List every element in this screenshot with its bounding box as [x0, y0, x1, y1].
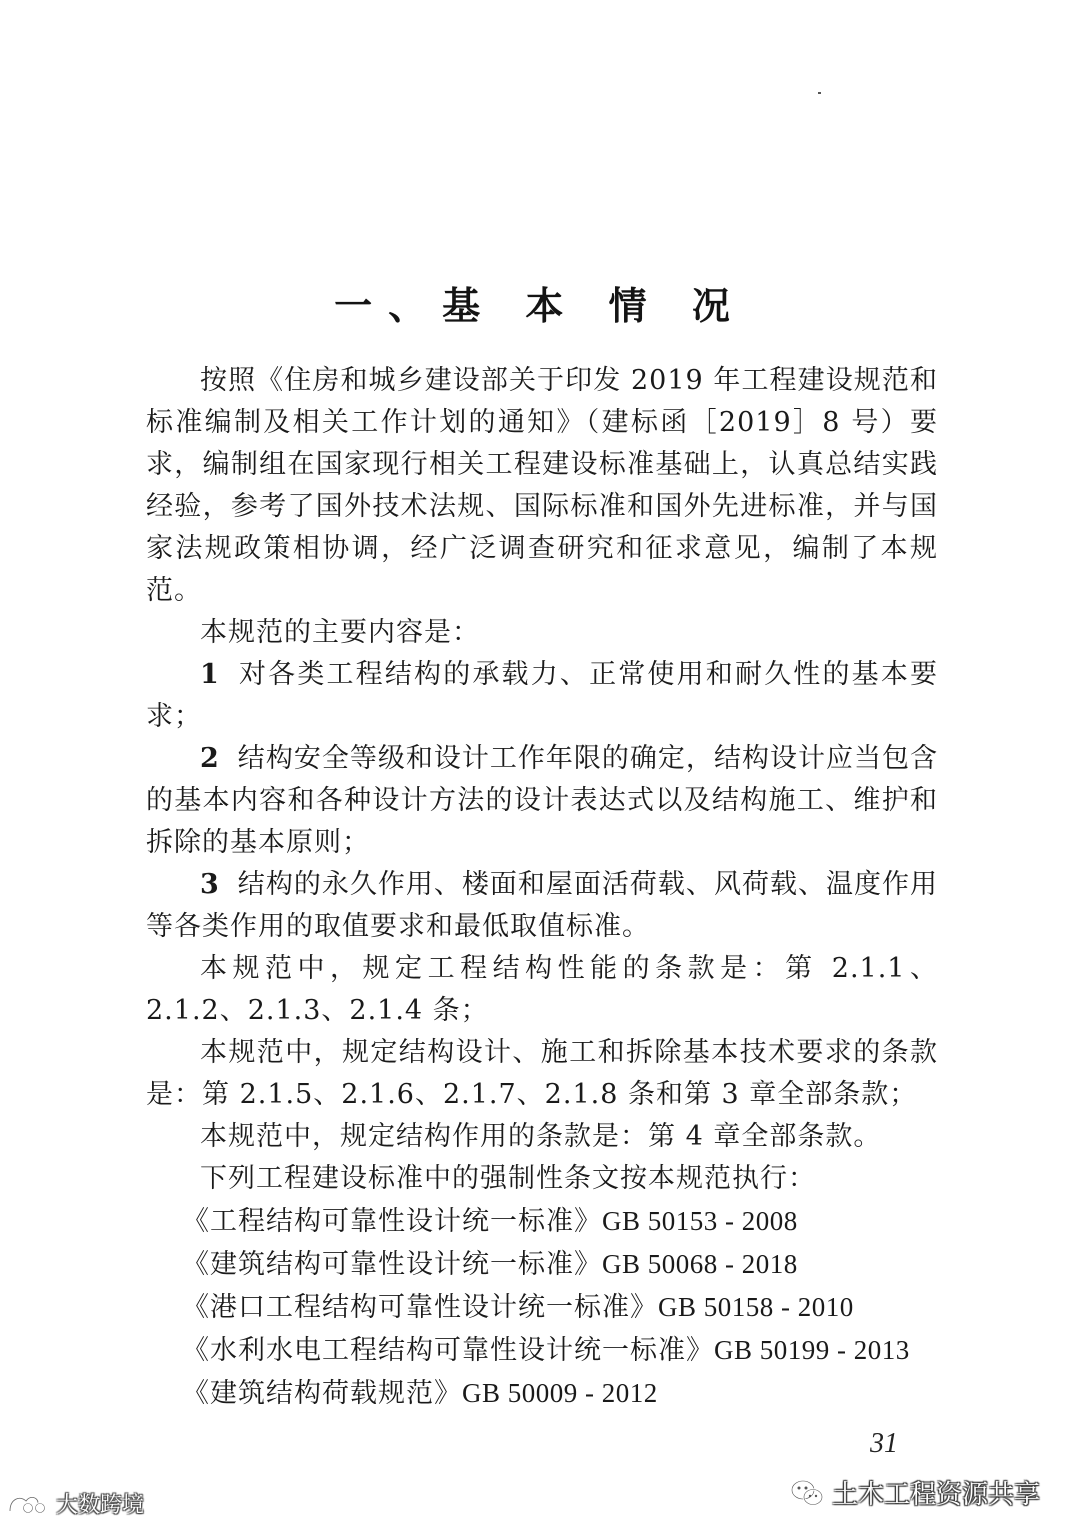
standard-title: 《港口工程结构可靠性设计统一标准》 [182, 1292, 658, 1323]
standard-item [146, 1329, 938, 1372]
standard-item [146, 1200, 938, 1243]
standard-item [146, 1243, 938, 1286]
watermark-right [790, 1474, 1040, 1511]
scan-artifact [818, 92, 821, 94]
item-number: 1 [200, 659, 220, 690]
contents-item [146, 738, 938, 864]
standard-title: 《水利水电工程结构可靠性设计统一标准》 [182, 1335, 714, 1366]
standard-code: GB 50153 - 2008 [602, 1206, 798, 1236]
standard-code: GB 50199 - 2013 [714, 1335, 910, 1365]
watermark-left-text: 大数跨境 [56, 1493, 145, 1518]
section-body [146, 360, 938, 1415]
standard-item [146, 1372, 938, 1415]
clause-actions: 本规范中，规定结构作用的条款是：第 4 章全部条款。 [200, 1121, 882, 1152]
superseded-lead: 下列工程建设标准中的强制性条文按本规范执行： [200, 1163, 816, 1194]
contents-lead: 本规范的主要内容是： [200, 617, 480, 648]
standard-title: 《建筑结构荷载规范》 [182, 1378, 462, 1409]
page-number: 31 [870, 1428, 898, 1459]
standard-code: GB 50068 - 2018 [602, 1249, 798, 1279]
standard-item [146, 1286, 938, 1329]
item-text: 结构的永久作用、楼面和屋面活荷载、风荷载、温度作用等各类作用的取值要求和最低取值标准。 [146, 869, 938, 942]
standard-title: 《建筑结构可靠性设计统一标准》 [182, 1249, 602, 1280]
item-text: 对各类工程结构的承载力、正常使用和耐久性的基本要求； [146, 659, 938, 732]
logo-icon [6, 1491, 52, 1517]
standard-title: 《工程结构可靠性设计统一标准》 [182, 1206, 602, 1237]
clause-design: 本规范中，规定结构设计、施工和拆除基本技术要求的条款是：第 2.1.5、2.1.6、2.1.7、2.1.8 条和第 3 章全部条款； [146, 1037, 938, 1110]
section-heading: 一、基 本 情 况 [334, 283, 746, 329]
standard-code: GB 50158 - 2010 [658, 1292, 854, 1322]
contents-item [146, 864, 938, 948]
item-text: 结构安全等级和设计工作年限的确定，结构设计应当包含的基本内容和各种设计方法的设计表达式以及结构施工、维护和拆除的基本原则； [146, 743, 938, 858]
watermark-left [6, 1488, 144, 1519]
contents-item [146, 654, 938, 738]
item-number: 3 [200, 869, 220, 900]
superseded-standards-list [146, 1200, 938, 1415]
wechat-icon [790, 1478, 824, 1508]
item-number: 2 [200, 743, 220, 774]
watermark-right-text: 土木工程资源共享 [832, 1480, 1041, 1510]
intro-paragraph: 按照《住房和城乡建设部关于印发 2019 年工程建设规范和标准编制及相关工作计划的通知》（建标函［2019］8 号）要求，编制组在国家现行相关工程建设标准基础上，认真总结实践经验，参考了国外技术法规、国际标准和国外先进标准，并与国家法规政策相协调，经广泛调查研究和征求意见，编制了本规范。 [146, 365, 938, 606]
standard-code: GB 50009 - 2012 [462, 1378, 658, 1408]
clause-performance: 本规范中，规定工程结构性能的条款是：第 2.1.1、2.1.2、2.1.3、2.1.4 条； [146, 953, 938, 1026]
